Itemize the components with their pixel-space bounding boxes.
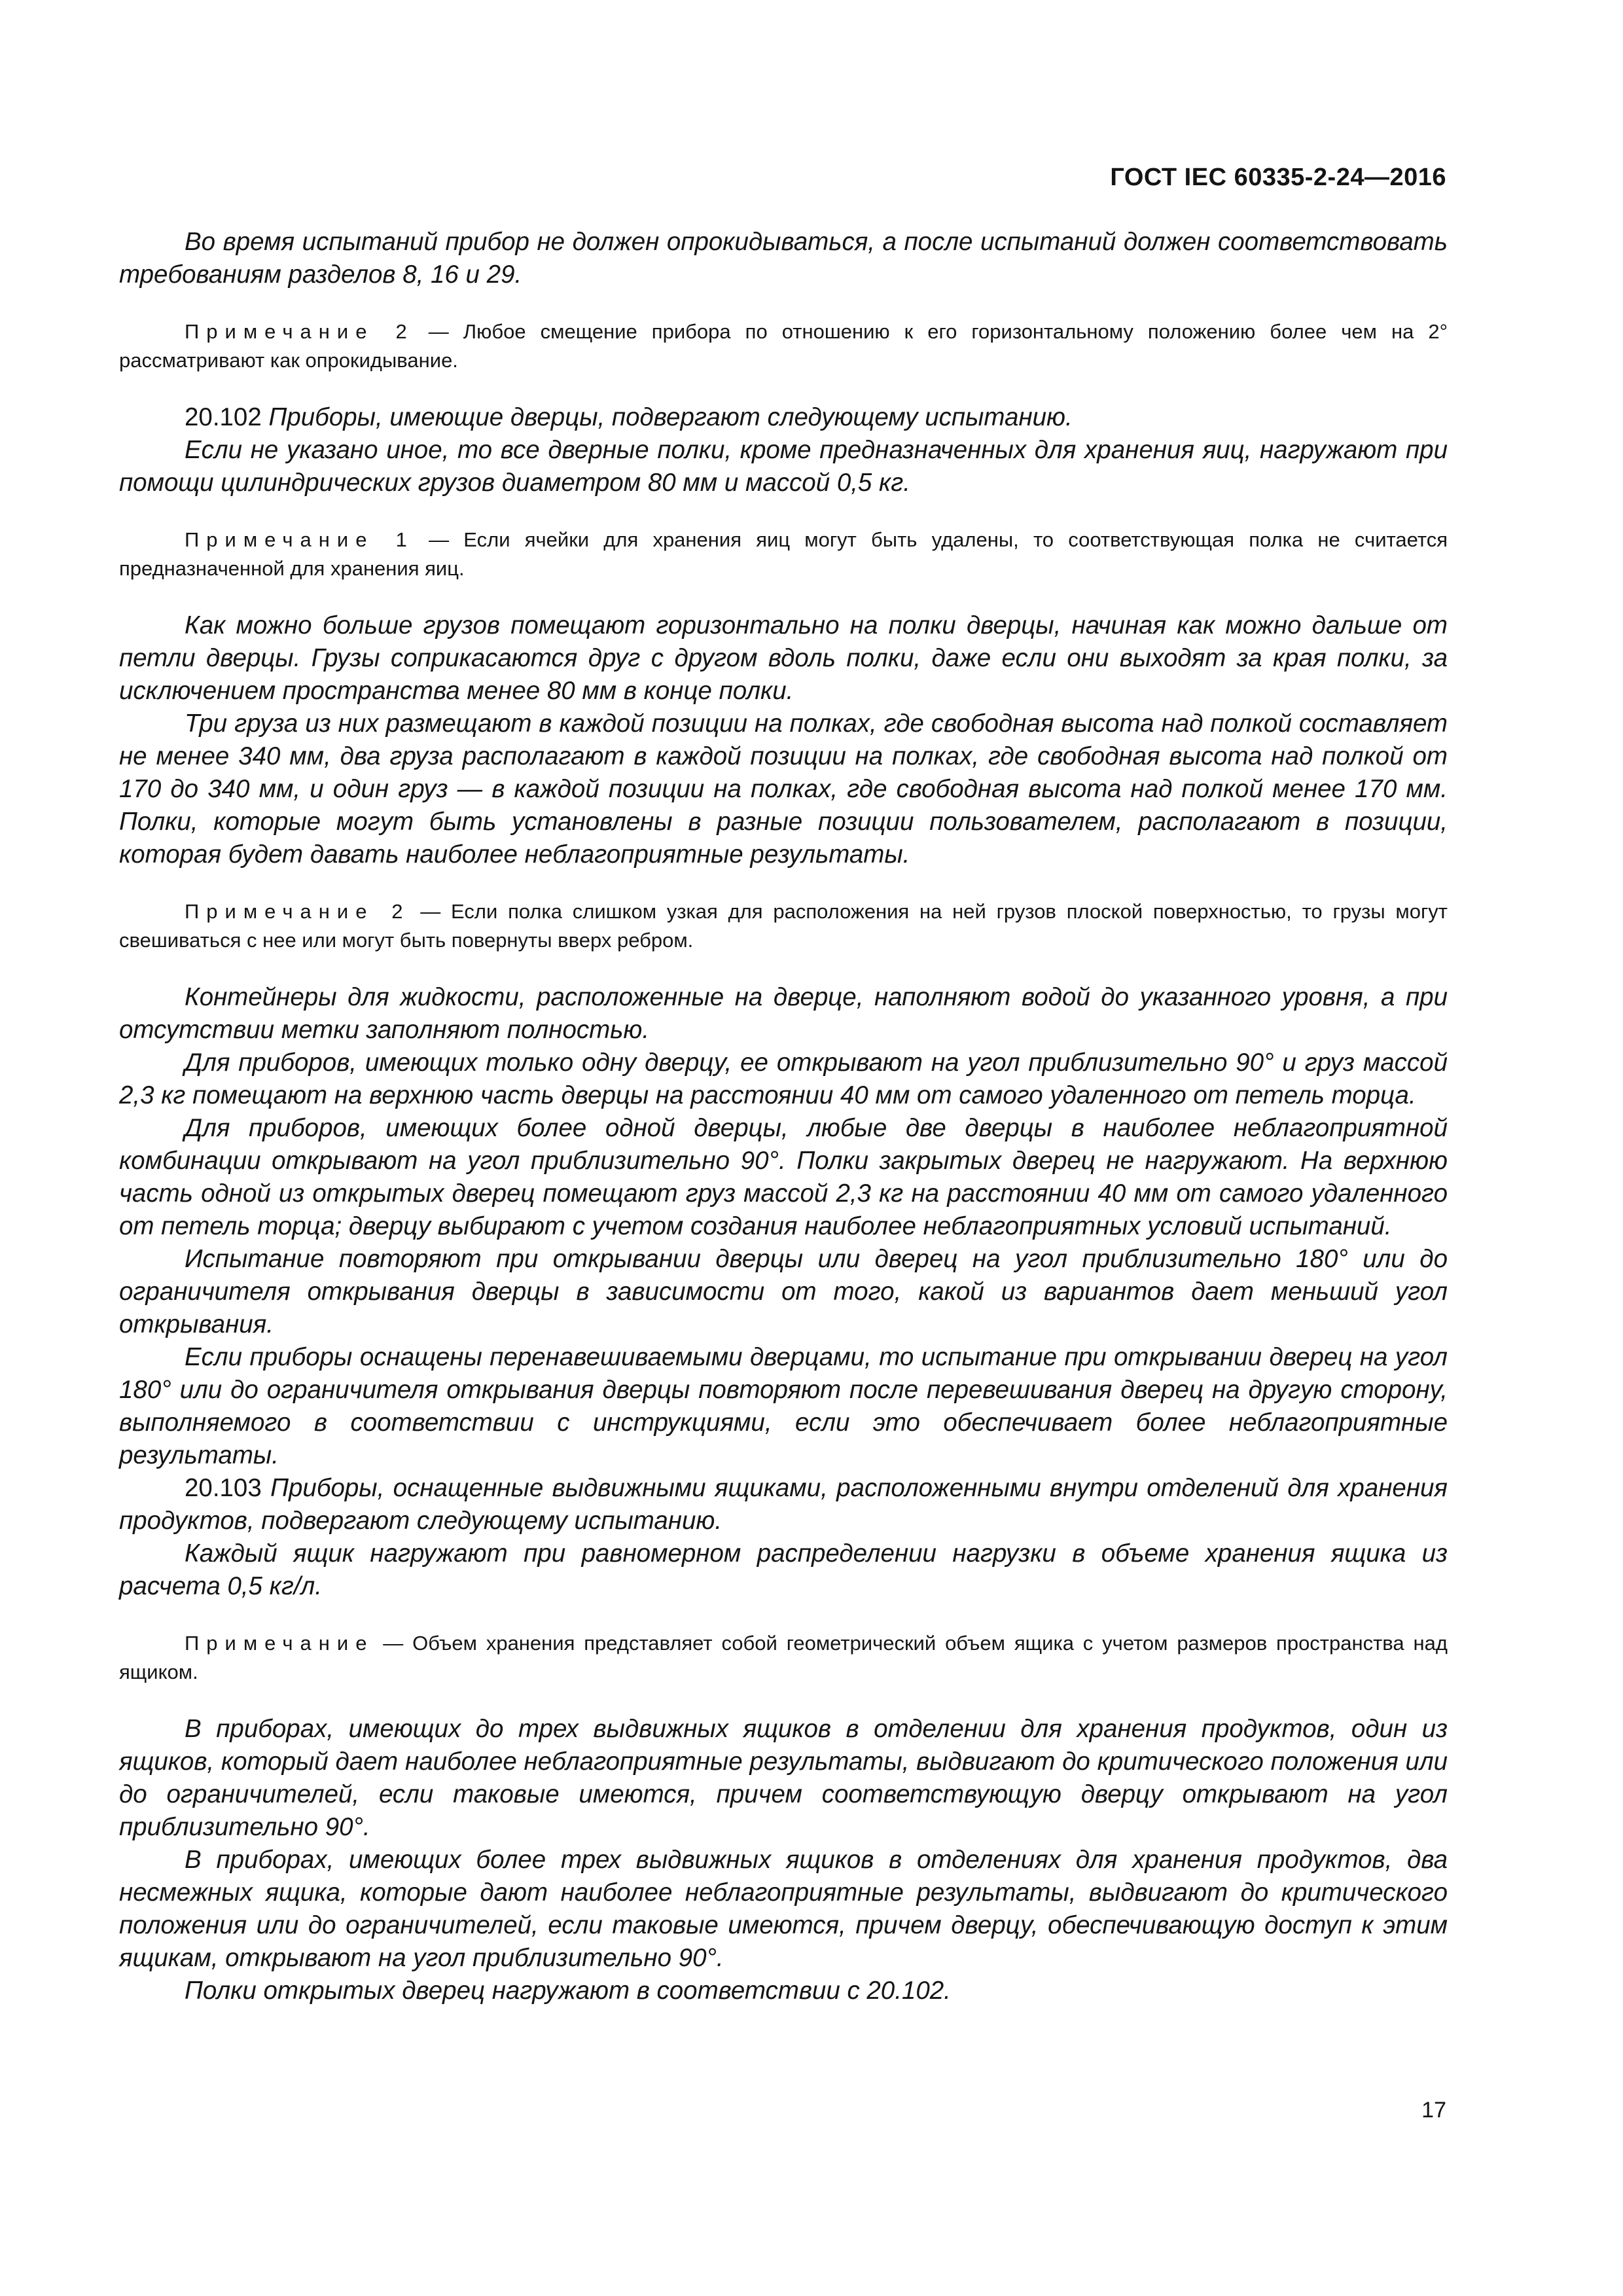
note-label: Примечание 1 [185,528,414,551]
page-number: 17 [1421,2098,1446,2123]
paragraph-repeat-180: Испытание повторяют при открывании дверцы или дверец на угол приблизительно 180° или до ограничителя открывания дверцы в зависимости от того, какой из вариантов дает меньший угол открывания. [119,1245,1448,1338]
note-text: — Если полка слишком узкая для расположения на ней грузов плоской поверхностью, то грузы могут свешиваться с нее или могут быть повернуты вверх ребром. [119,900,1448,952]
paragraph-weights-per-height: Три груза из них размещают в каждой позиции на полках, где свободная высота над полкой составляет не менее 340 мм, два груза располагают в каждой позиции на полках, где свободная высота над полкой от 170 до 340 мм, и один груз — в каждой позиции на полках, где свободная высота над полкой менее 170 мм. Полки, которые могут быть установлены в разные позиции пользователем, располагают в позиции, которая будет давать наиболее неблагоприятные результаты. [119,709,1448,869]
paragraph-drawer-load: Каждый ящик нагружают при равномерном распределении нагрузки в объеме хранения ящика из расчета 0,5 кг/л. [119,1539,1448,1600]
paragraph-more-than-three-drawers: В приборах, имеющих более трех выдвижных ящиков в отделениях для хранения продуктов, два несмежных ящика, которые дают наиболее неблагоприятные результаты, выдвигают до критического положения или до ограничителей, если таковые имеются, причем дверцу, обеспечивающую доступ к этим ящикам, открывают на угол приблизительно 90°. [119,1846,1448,1972]
clause-20-102 [119,401,1448,434]
clause-20-103 [119,1472,1448,1537]
paragraph-multiple-doors: Для приборов, имеющих более одной дверцы, любые две дверцы в наиболее неблагоприятной комбинации открывают на угол приблизительно 90°. Полки закрытых дверец не нагружают. На верхнюю часть одной из открытых дверец помещают груз массой 2,3 кг на расстоянии 40 мм от самого удаленного от петель торца; дверцу выбирают с учетом создания наиболее неблагоприятных условий испытаний. [119,1114,1448,1240]
note-label: Примечание [185,1632,374,1655]
note-label: Примечание 2 [185,900,410,923]
paragraph-door-shelves: Если не указано иное, то все дверные полки, кроме предназначенных для хранения яиц, нагружают при помощи цилиндрических грузов диаметром 80 мм и массой 0,5 кг. [119,436,1448,497]
clause-text: Приборы, имеющие дверцы, подвергают следующему испытанию. [261,403,1073,431]
note-egg-trays [119,526,1448,583]
note-text: — Если ячейки для хранения яиц могут быть удалены, то соответствующая полка не считается предназначенной для хранения яиц. [119,528,1448,580]
paragraph-reversible-doors: Если приборы оснащены перенавешиваемыми дверцами, то испытание при открывании дверец на угол 180° или до ограничителя открывания дверцы повторяют после перевешивания дверец на другую сторону, выполняемого в соответствии с инструкциями, если это обеспечивает более неблагоприятные результаты. [119,1343,1448,1469]
paragraph-weights-placement: Как можно больше грузов помещают горизонтально на полки дверцы, начиная как можно дальше от петли дверцы. Грузы соприкасаются друг с другом вдоль полки, даже если они выходят за края полки, за исключением пространства менее 80 мм в конце полки. [119,611,1448,705]
note-narrow-shelf [119,897,1448,955]
paragraph-liquid-containers: Контейнеры для жидкости, расположенные на дверце, наполняют водой до указанного уровня, а при отсутствии метки заполняют полностью. [119,983,1448,1044]
paragraph-up-to-three-drawers: В приборах, имеющих до трех выдвижных ящиков в отделении для хранения продуктов, один из ящиков, который дает наиболее неблагоприятные результаты, выдвигают до критического положения или до ограничителей, если таковые имеются, причем соответствующую дверцу открывают на угол приблизительно 90°. [119,1715,1448,1841]
clause-number: 20.102 [185,403,262,431]
clause-number: 20.103 [185,1474,262,1502]
note-text: — Любое смещение прибора по отношению к его горизонтальному положению более чем на 2° рассматривают как опрокидывание. [119,320,1448,372]
paragraph-open-door-shelves: Полки открытых дверец нагружают в соответствии с 20.102. [185,1977,951,2005]
paragraph-tipping-requirements: Во время испытаний прибор не должен опрокидываться, а после испытаний должен соответствовать требованиям разделов 8, 16 и 29. [119,228,1448,289]
paragraph-single-door: Для приборов, имеющих только одну дверцу, ее открывают на угол приблизительно 90° и груз массой 2,3 кг помещают на верхнюю часть дверцы на расстоянии 40 мм от самого удаленного от петель торца. [119,1049,1448,1109]
page-content [119,226,1448,2007]
document-header: ГОСТ IEC 60335-2-24—2016 [1110,164,1446,191]
clause-text: Приборы, оснащенные выдвижными ящиками, расположенными внутри отделений для хранения продуктов, подвергают следующему испытанию. [119,1474,1448,1535]
note-storage-volume [119,1629,1448,1687]
note-text: — Объем хранения представляет собой геометрический объем ящика с учетом размеров пространства над ящиком. [119,1632,1448,1683]
note-label: Примечание 2 [185,320,414,343]
note-tipping-definition [119,317,1448,375]
